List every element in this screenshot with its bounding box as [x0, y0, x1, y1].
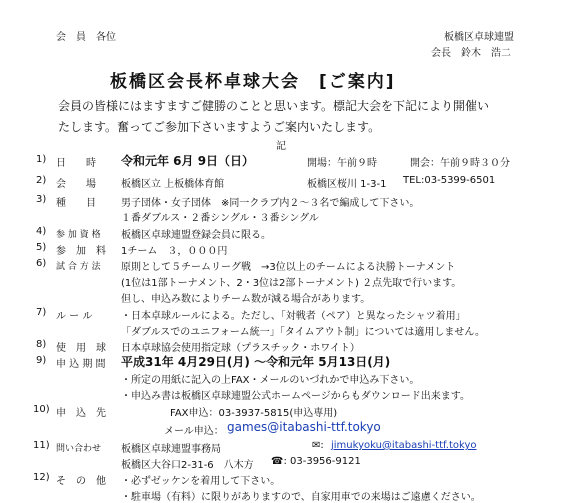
- intro-line-2: たします。奮ってご参加下さいますようご案内いたします。: [58, 120, 381, 134]
- contact-tel: 03-3956-9121: [290, 456, 361, 467]
- section-number: 1): [36, 154, 47, 165]
- organization-name: 板橋区卓球連盟: [444, 32, 514, 43]
- fee-text: 1チーム ３，０００円: [121, 246, 228, 257]
- event-date: 令和元年 6月 9日（日）: [121, 154, 255, 168]
- section-label-format: 試 合 方 法: [56, 262, 101, 272]
- section-label-ball: 使 用 球: [56, 343, 106, 354]
- president-name: 会長 鈴木 浩二: [431, 48, 511, 59]
- section-number: 5): [36, 242, 47, 253]
- other-line-1: ・必ずゼッケンを着用して下さい。: [121, 476, 281, 487]
- opening-time: 開会：午前９時３０分: [410, 158, 510, 169]
- format-line-1: 原則として５チームリーグ戦 →3位以上のチームによる決勝トーナメント: [121, 262, 456, 273]
- section-label-venue: 会 場: [56, 179, 96, 190]
- events-line-2: １番ダブルス・２番シングル・３番シングル: [121, 213, 319, 224]
- section-label-contact: 問い合わせ: [56, 444, 102, 454]
- events-line-1: 男子団体・女子団体 ※同一クラブ内２～３名で編成して下さい。: [121, 198, 420, 209]
- section-number: 10): [33, 404, 50, 415]
- section-number: 6): [36, 258, 47, 269]
- venue-address: 板橋区桜川 1-3-1: [307, 179, 387, 190]
- venue-name: 板橋区立 上板橋体育館: [121, 179, 225, 190]
- mail-icon: ✉:: [312, 440, 324, 451]
- other-line-2: ・駐車場（有料）に限りがありますので、自家用車での来場はご遠慮ください。: [121, 492, 481, 503]
- section-label-events: 種 目: [56, 198, 96, 209]
- contact-office: 板橋区卓球連盟事務局: [121, 444, 221, 455]
- contact-address: 板橋区大谷口2-31-6 八木方: [121, 460, 254, 471]
- section-number: 12): [33, 472, 50, 483]
- format-line-2: (1位は1部トーナメント、2・3位は2部トーナメント) ２点先取で行います。: [121, 278, 462, 289]
- rules-line-1: ・日本卓球ルールによる。ただし、「対戦者（ペア）と異なったシャツ着用」: [121, 311, 466, 322]
- application-line-3: ・申込み書は板橋区卓球連盟公式ホームページからもダウンロード出来ます。: [121, 391, 470, 402]
- addressee: 会 員 各位: [56, 32, 116, 43]
- format-line-3: 但し、申込み数によりチーム数が減る場合があります。: [121, 294, 371, 305]
- section-label-rules: ル ー ル: [56, 311, 93, 322]
- section-label-application-period: 申 込 期 間: [56, 359, 106, 370]
- section-number: 3): [36, 194, 47, 205]
- venue-tel: TEL:03-5399-6501: [403, 175, 496, 186]
- fax-number: FAX申込：03-3937-5815(申込専用): [170, 408, 338, 419]
- section-number: 2): [36, 175, 47, 186]
- rules-line-2: 「ダブルスでのユニフォーム統一」「タイムアウト制」については適用しません。: [121, 327, 485, 338]
- application-line-2: ・所定の用紙に記入の上FAX・メールのいづれかで申込み下さい。: [121, 375, 420, 386]
- application-period: 平成31年 4月29日(月) ～令和元年 5月13日(月): [121, 355, 391, 369]
- section-number: 7): [36, 307, 47, 318]
- section-number: 4): [36, 226, 47, 237]
- section-label-datetime: 日 時: [56, 158, 96, 169]
- section-number: 11): [33, 440, 50, 451]
- section-number: 8): [36, 339, 47, 350]
- section-label-eligibility: 参 加 資 格: [56, 230, 101, 240]
- section-label-fee: 参 加 料: [56, 246, 106, 257]
- section-number: 9): [36, 355, 47, 366]
- contact-email-link[interactable]: jimukyoku@itabashi-ttf.tokyo: [331, 440, 477, 451]
- section-label-other: そ の 他: [56, 476, 106, 487]
- ki-mark: 記: [276, 141, 286, 152]
- email-label: メール申込：: [164, 426, 224, 437]
- page-title: 板橋区会長杯卓球大会 [ご案内]: [110, 72, 396, 92]
- eligibility-text: 板橋区卓球連盟登録会員に限る。: [121, 230, 271, 241]
- phone-icon: ☎:: [271, 456, 287, 467]
- section-label-apply-to: 申 込 先: [56, 408, 106, 419]
- intro-line-1: 会員の皆様にはますますご健勝のことと思います。標記大会を下記により開催い: [58, 99, 490, 113]
- ball-text: 日本卓球協会使用指定球（プラスチック・ホワイト）: [121, 343, 360, 354]
- application-email[interactable]: games@itabashi-ttf.tokyo: [227, 420, 381, 434]
- doors-open-time: 開場：午前９時: [307, 158, 377, 169]
